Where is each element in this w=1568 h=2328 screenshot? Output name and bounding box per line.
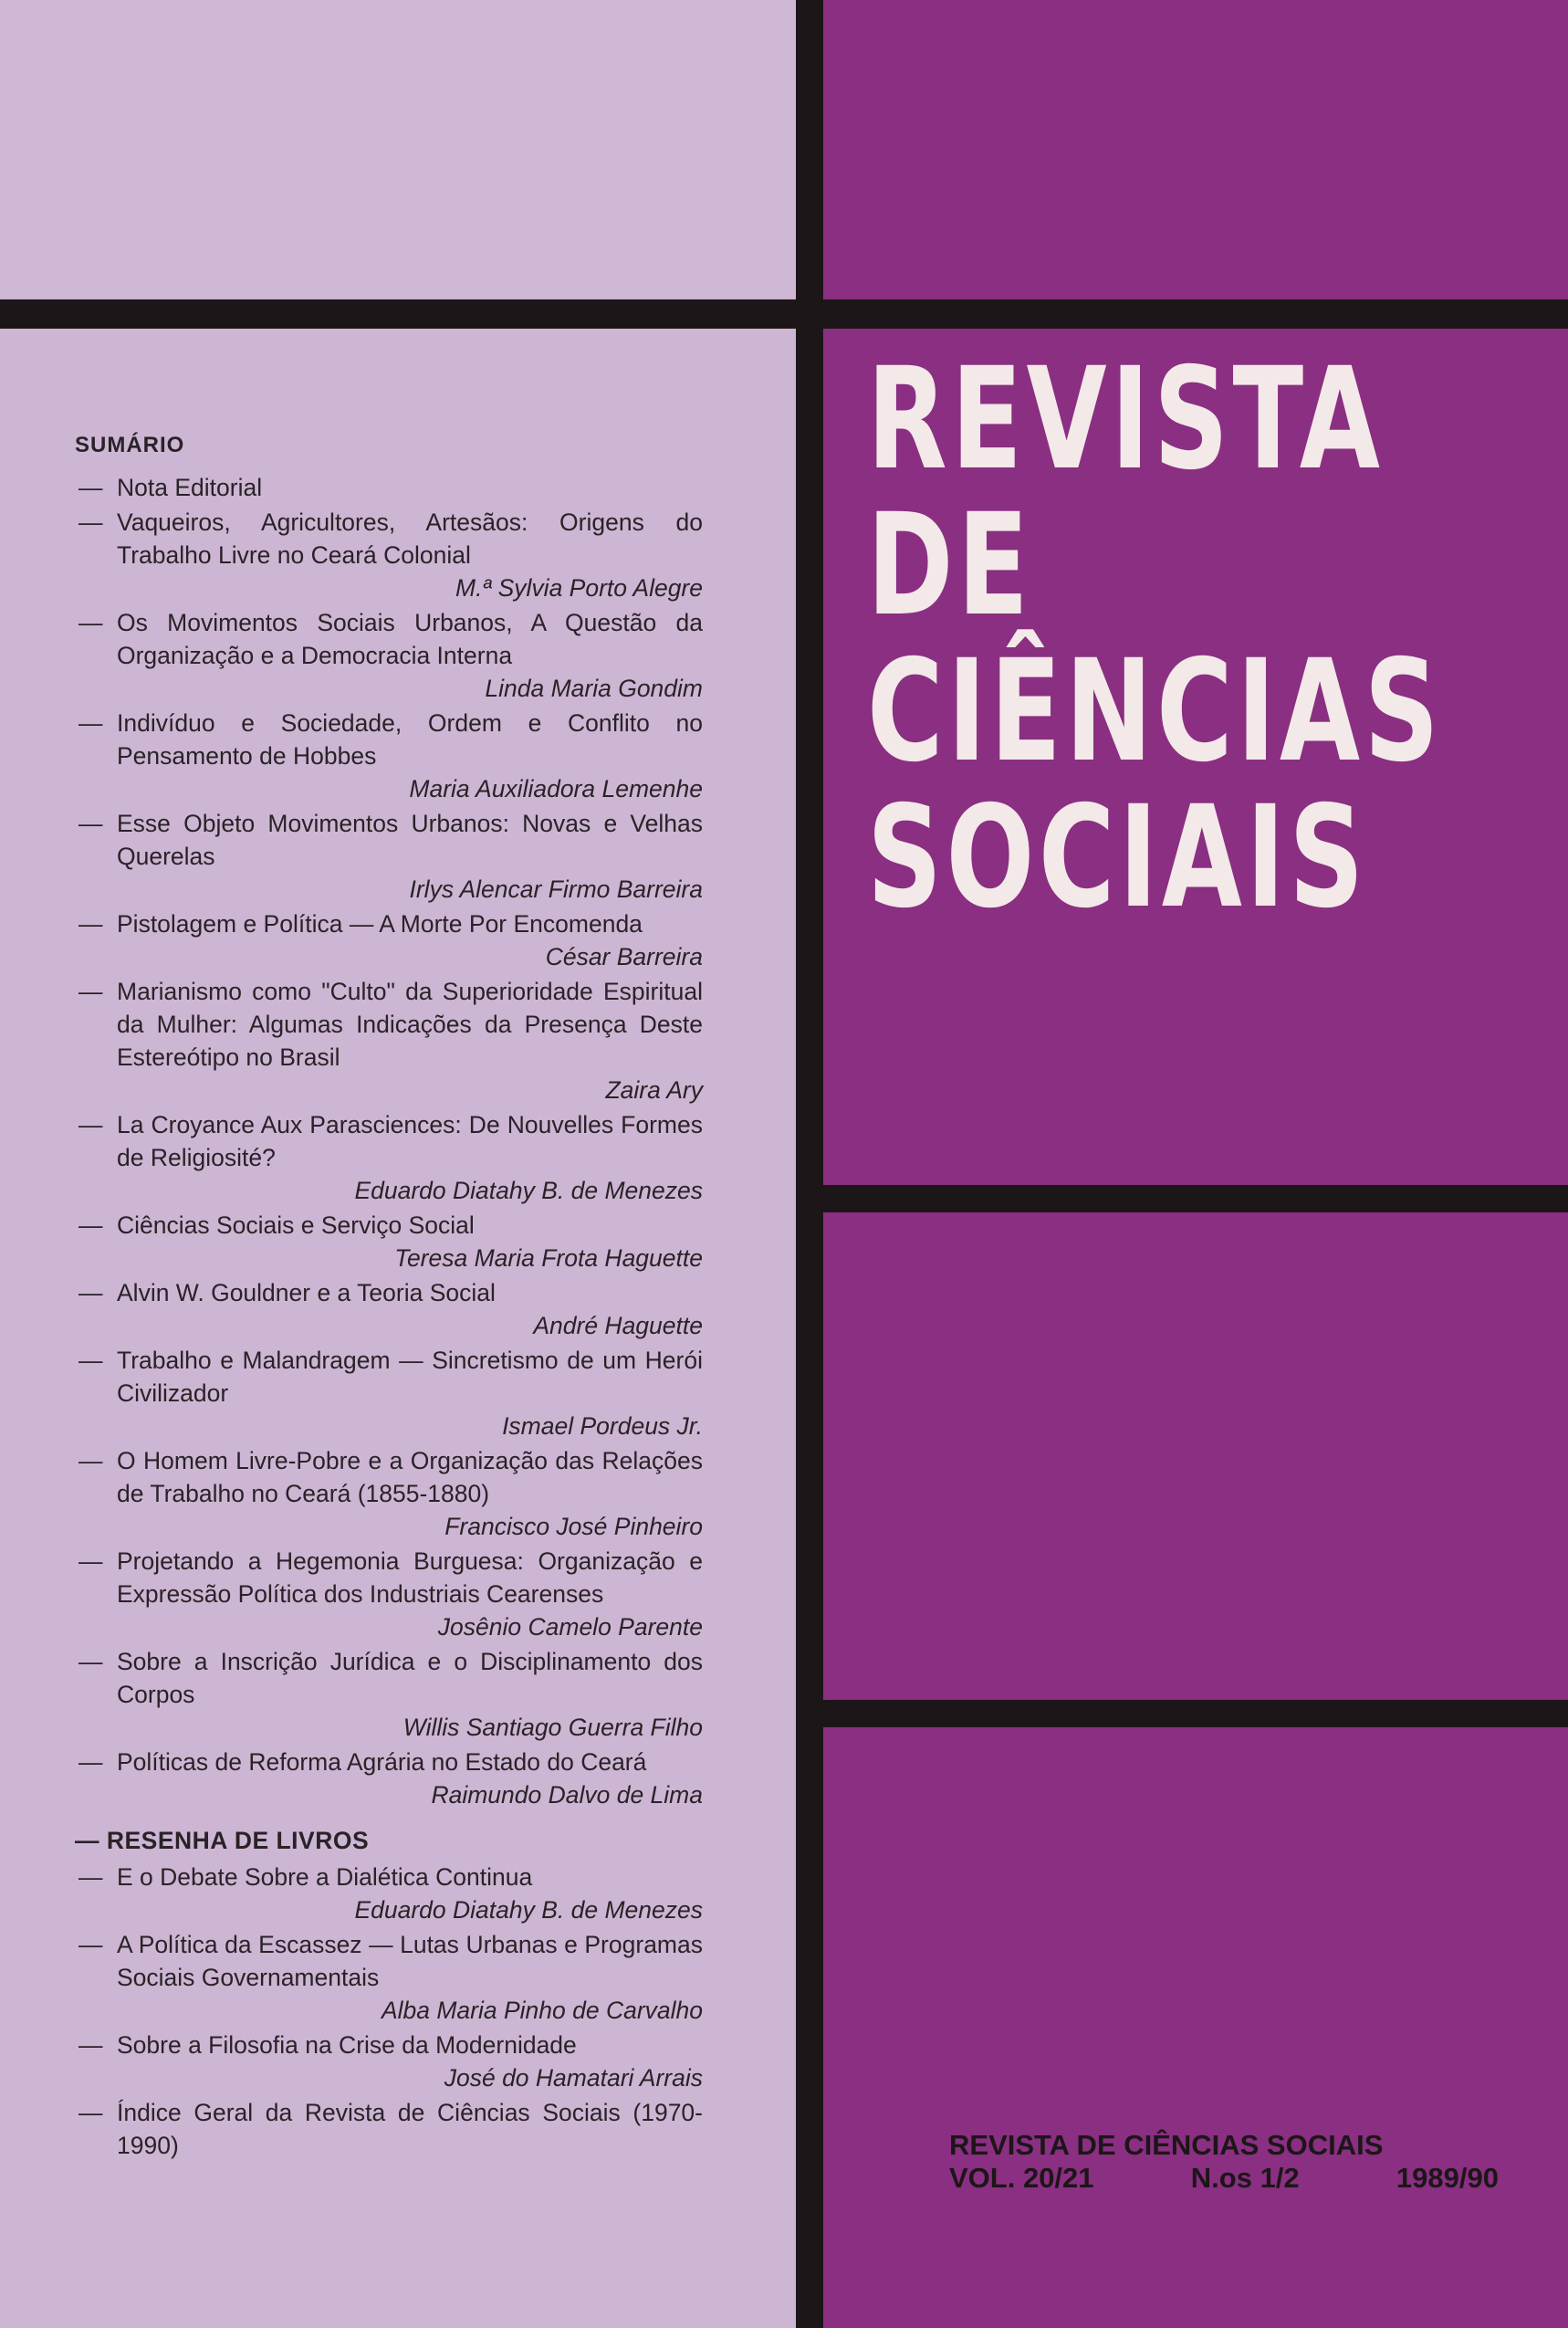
entry-dash: — — [78, 1547, 103, 1575]
entry-author: André Haguette — [533, 1312, 703, 1339]
entry-title: A Política da Escassez — Lutas Urbanas e Programas Sociais Governamentais — [117, 1931, 703, 1991]
entry-dash: — — [78, 978, 103, 1005]
toc-entry — [75, 1645, 703, 1744]
entry-dash: — — [78, 1931, 103, 1958]
entry-title: Indivíduo e Sociedade, Ordem e Conflito no Pensamento de Hobbes — [117, 709, 703, 770]
entry-dash: — — [78, 1211, 103, 1239]
horizontal-divider-right-middle — [823, 1185, 1568, 1212]
entry-author: Eduardo Diatahy B. de Menezes — [354, 1177, 703, 1204]
title-line: CIÊNCIAS — [867, 630, 1444, 793]
toc-entry — [75, 471, 703, 504]
toc-entry — [75, 1861, 703, 1926]
entry-title: Ciências Sociais e Serviço Social — [117, 1211, 475, 1239]
article-list — [75, 471, 703, 1811]
entry-dash: — — [78, 1279, 103, 1306]
entry-author: Alba Maria Pinho de Carvalho — [381, 1997, 703, 2024]
entry-title: La Croyance Aux Parasciences: De Nouvelles Formes de Religiosité? — [117, 1111, 703, 1171]
entry-author: Josênio Camelo Parente — [437, 1613, 703, 1641]
entry-dash: — — [78, 1447, 103, 1474]
entry-title: Os Movimentos Sociais Urbanos, A Questão da Organização e a Democracia Interna — [117, 609, 703, 669]
toc-entry — [75, 2029, 703, 2094]
entry-dash: — — [78, 509, 103, 536]
toc-entry — [75, 506, 703, 604]
horizontal-divider-left — [0, 299, 796, 329]
journal-title — [867, 338, 1542, 939]
table-of-contents — [75, 429, 703, 2164]
vertical-divider — [796, 0, 823, 2328]
citation-years: 1989/90 — [1396, 2162, 1499, 2194]
entry-author: Teresa Maria Frota Haguette — [394, 1244, 703, 1272]
entry-title: E o Debate Sobre a Dialética Continua — [117, 1863, 533, 1891]
entry-author: Raimundo Dalvo de Lima — [431, 1781, 703, 1809]
entry-dash: — — [78, 609, 103, 636]
toc-entry — [75, 1108, 703, 1207]
entry-author: Francisco José Pinheiro — [444, 1513, 703, 1540]
entry-author: Eduardo Diatahy B. de Menezes — [354, 1896, 703, 1924]
entry-author: Willis Santiago Guerra Filho — [402, 1714, 703, 1741]
entry-title: Índice Geral da Revista de Ciências Sociais (1970-1990) — [117, 2099, 703, 2159]
entry-author: Linda Maria Gondim — [485, 675, 703, 702]
title-line: REVISTA — [867, 338, 1385, 501]
toc-entry — [75, 1545, 703, 1643]
entry-author: Maria Auxiliadora Lemenhe — [409, 775, 703, 802]
toc-entry — [75, 707, 703, 805]
entry-title: Trabalho e Malandragem — Sincretismo de um Herói Civilizador — [117, 1347, 703, 1407]
entry-dash: — — [78, 2031, 103, 2059]
entry-title: Pistolagem e Política — A Morte Por Encomenda — [117, 910, 643, 938]
horizontal-divider-right-bottom — [823, 1700, 1568, 1727]
toc-entry — [75, 975, 703, 1106]
entry-title: Sobre a Filosofia na Crise da Modernidade — [117, 2031, 577, 2059]
horizontal-divider-right-top — [823, 299, 1568, 329]
entry-dash: — — [78, 2099, 103, 2126]
toc-entry — [75, 1276, 703, 1342]
top-left-block — [0, 0, 796, 297]
entry-dash: — — [78, 1648, 103, 1675]
entry-title: Marianismo como "Culto" da Superioridade Espiritual da Mulher: Algumas Indicações da Presença Deste Estereótipo no Brasil — [117, 978, 703, 1071]
entry-author: César Barreira — [545, 943, 703, 970]
contents-heading: SUMÁRIO — [75, 433, 185, 457]
entry-author: Zaira Ary — [605, 1076, 703, 1104]
entry-author: Ismael Pordeus Jr. — [502, 1412, 703, 1440]
entry-dash: — — [78, 910, 103, 938]
title-line: DE — [867, 484, 1033, 647]
entry-title: Esse Objeto Movimentos Urbanos: Novas e Velhas Querelas — [117, 810, 703, 870]
entry-dash: — — [78, 1347, 103, 1374]
title-line: SOCIAIS — [867, 776, 1368, 939]
toc-entry — [75, 1928, 703, 2027]
toc-entry — [75, 807, 703, 906]
entry-dash: — — [78, 1748, 103, 1776]
toc-entry — [75, 1344, 703, 1442]
toc-entry — [75, 1444, 703, 1543]
entry-author: Irlys Alencar Firmo Barreira — [409, 876, 703, 903]
citation-journal: REVISTA DE CIÊNCIAS SOCIAIS — [949, 2129, 1384, 2161]
toc-entry — [75, 1209, 703, 1274]
reviews-heading: — RESENHA DE LIVROS — [75, 1827, 370, 1854]
citation-volume: VOL. 20/21 — [949, 2162, 1094, 2194]
entry-author: José do Hamatari Arrais — [444, 2064, 703, 2092]
issue-citation — [949, 2129, 1515, 2195]
entry-dash: — — [78, 1863, 103, 1891]
entry-title: Projetando a Hegemonia Burguesa: Organização e Expressão Política dos Industriais Cearenses — [117, 1547, 703, 1608]
entry-dash: — — [78, 810, 103, 837]
toc-entry — [75, 2096, 703, 2162]
entry-title: O Homem Livre-Pobre e a Organização das Relações de Trabalho no Ceará (1855-1880) — [117, 1447, 703, 1507]
review-list — [75, 1861, 703, 2162]
toc-entry — [75, 1746, 703, 1811]
entry-title: Alvin W. Gouldner e a Teoria Social — [117, 1279, 496, 1306]
citation-numbers: N.os 1/2 — [1190, 2162, 1300, 2194]
entry-title: Sobre a Inscrição Jurídica e o Disciplinamento dos Corpos — [117, 1648, 703, 1708]
toc-entry — [75, 907, 703, 973]
entry-title: Vaqueiros, Agricultores, Artesãos: Origens do Trabalho Livre no Ceará Colonial — [117, 509, 703, 569]
citation-details — [949, 2162, 1515, 2195]
entry-title: Nota Editorial — [117, 474, 263, 501]
entry-author: M.ª Sylvia Porto Alegre — [455, 574, 703, 602]
entry-title: Políticas de Reforma Agrária no Estado do Ceará — [117, 1748, 647, 1776]
entry-dash: — — [78, 709, 103, 737]
toc-entry — [75, 606, 703, 705]
entry-dash: — — [78, 474, 103, 501]
entry-dash: — — [78, 1111, 103, 1138]
